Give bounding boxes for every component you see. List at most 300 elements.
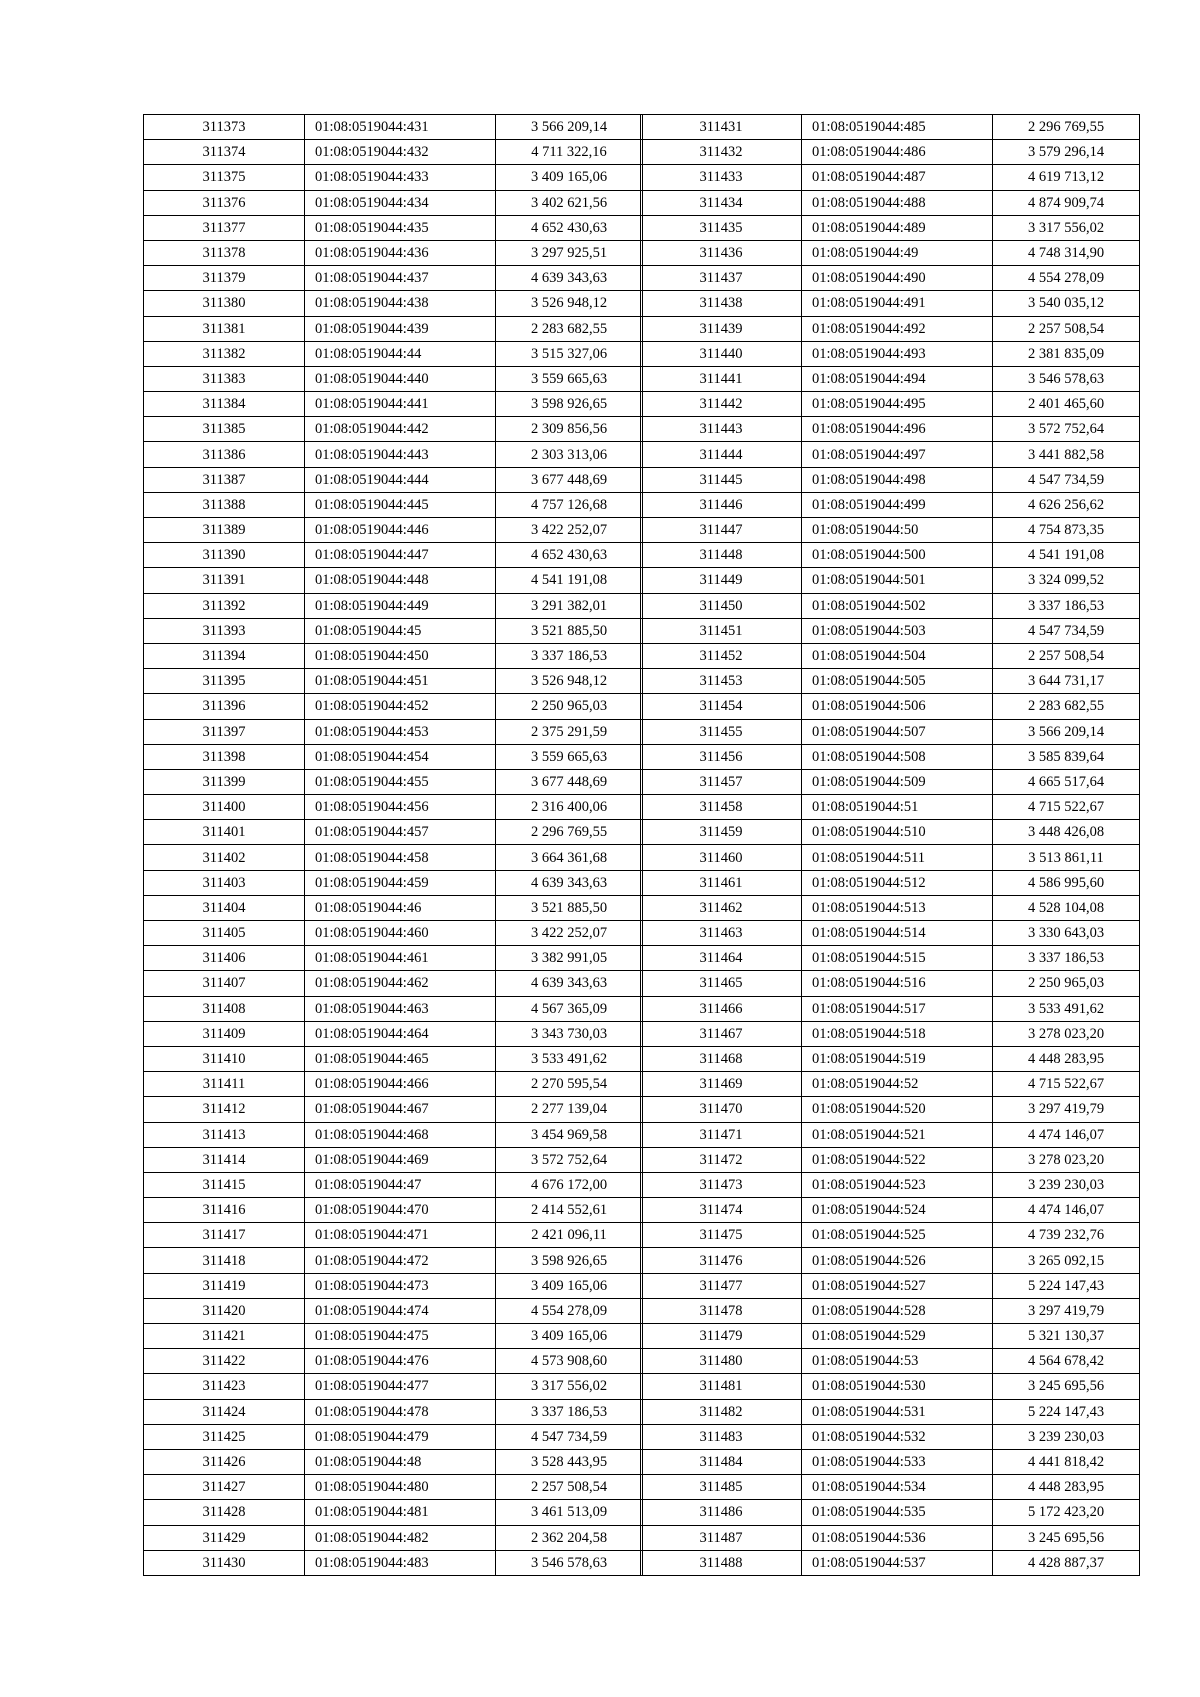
cell-number: 311469 bbox=[641, 1072, 802, 1097]
cell-cadastral-number: 01:08:0519044:466 bbox=[305, 1072, 496, 1097]
cell-value: 3 546 578,63 bbox=[496, 1550, 643, 1575]
cell-number: 311454 bbox=[641, 694, 802, 719]
cell-cadastral-number: 01:08:0519044:52 bbox=[802, 1072, 993, 1097]
cell-value: 3 317 556,02 bbox=[993, 215, 1140, 240]
table-row bbox=[144, 1223, 643, 1248]
cell-value: 2 401 465,60 bbox=[993, 392, 1140, 417]
cell-cadastral-number: 01:08:0519044:455 bbox=[305, 769, 496, 794]
table-row bbox=[641, 1097, 1140, 1122]
cell-number: 311474 bbox=[641, 1198, 802, 1223]
cell-value: 3 278 023,20 bbox=[993, 1021, 1140, 1046]
cell-number: 311480 bbox=[641, 1349, 802, 1374]
cell-cadastral-number: 01:08:0519044:454 bbox=[305, 744, 496, 769]
cell-number: 311453 bbox=[641, 669, 802, 694]
cell-number: 311377 bbox=[144, 215, 305, 240]
cell-cadastral-number: 01:08:0519044:487 bbox=[802, 165, 993, 190]
left-table bbox=[143, 114, 643, 1576]
table-row bbox=[144, 744, 643, 769]
cell-number: 311409 bbox=[144, 1021, 305, 1046]
cell-value: 2 250 965,03 bbox=[993, 971, 1140, 996]
table-row bbox=[144, 1046, 643, 1071]
cell-value: 2 381 835,09 bbox=[993, 341, 1140, 366]
cell-cadastral-number: 01:08:0519044:509 bbox=[802, 769, 993, 794]
cell-number: 311441 bbox=[641, 366, 802, 391]
table-row bbox=[144, 140, 643, 165]
cell-value: 4 639 343,63 bbox=[496, 266, 643, 291]
cell-number: 311472 bbox=[641, 1147, 802, 1172]
cell-value: 4 652 430,63 bbox=[496, 215, 643, 240]
cell-value: 4 474 146,07 bbox=[993, 1198, 1140, 1223]
cell-number: 311420 bbox=[144, 1298, 305, 1323]
cell-number: 311426 bbox=[144, 1449, 305, 1474]
cell-value: 3 239 230,03 bbox=[993, 1424, 1140, 1449]
cell-cadastral-number: 01:08:0519044:478 bbox=[305, 1399, 496, 1424]
cell-cadastral-number: 01:08:0519044:48 bbox=[305, 1449, 496, 1474]
cell-value: 2 296 769,55 bbox=[993, 115, 1140, 140]
cell-value: 4 564 678,42 bbox=[993, 1349, 1140, 1374]
cell-cadastral-number: 01:08:0519044:533 bbox=[802, 1449, 993, 1474]
cell-value: 3 454 969,58 bbox=[496, 1122, 643, 1147]
cell-number: 311401 bbox=[144, 820, 305, 845]
cell-number: 311467 bbox=[641, 1021, 802, 1046]
cell-number: 311380 bbox=[144, 291, 305, 316]
cell-number: 311451 bbox=[641, 618, 802, 643]
cell-value: 4 639 343,63 bbox=[496, 971, 643, 996]
table-row bbox=[641, 1550, 1140, 1575]
cell-number: 311376 bbox=[144, 190, 305, 215]
cell-value: 3 513 861,11 bbox=[993, 845, 1140, 870]
cell-value: 4 639 343,63 bbox=[496, 870, 643, 895]
cell-cadastral-number: 01:08:0519044:513 bbox=[802, 895, 993, 920]
cell-number: 311424 bbox=[144, 1399, 305, 1424]
table-row bbox=[641, 1449, 1140, 1474]
table-row bbox=[144, 266, 643, 291]
table-row bbox=[641, 820, 1140, 845]
cell-value: 4 626 256,62 bbox=[993, 492, 1140, 517]
cell-value: 3 521 885,50 bbox=[496, 895, 643, 920]
cell-number: 311483 bbox=[641, 1424, 802, 1449]
cell-value: 3 343 730,03 bbox=[496, 1021, 643, 1046]
cell-value: 2 414 552,61 bbox=[496, 1198, 643, 1223]
cell-cadastral-number: 01:08:0519044:458 bbox=[305, 845, 496, 870]
cell-cadastral-number: 01:08:0519044:516 bbox=[802, 971, 993, 996]
cell-number: 311394 bbox=[144, 643, 305, 668]
cell-value: 2 316 400,06 bbox=[496, 795, 643, 820]
table-row bbox=[144, 366, 643, 391]
cell-number: 311421 bbox=[144, 1324, 305, 1349]
table-row bbox=[641, 467, 1140, 492]
table-row bbox=[144, 442, 643, 467]
table-row bbox=[144, 643, 643, 668]
cell-cadastral-number: 01:08:0519044:493 bbox=[802, 341, 993, 366]
cell-number: 311398 bbox=[144, 744, 305, 769]
cell-value: 2 362 204,58 bbox=[496, 1525, 643, 1550]
cell-number: 311395 bbox=[144, 669, 305, 694]
cell-value: 3 278 023,20 bbox=[993, 1147, 1140, 1172]
cell-number: 311442 bbox=[641, 392, 802, 417]
cell-value: 3 297 925,51 bbox=[496, 240, 643, 265]
cell-cadastral-number: 01:08:0519044:53 bbox=[802, 1349, 993, 1374]
table-row bbox=[641, 1525, 1140, 1550]
table-row bbox=[144, 669, 643, 694]
cell-value: 3 664 361,68 bbox=[496, 845, 643, 870]
cell-cadastral-number: 01:08:0519044:44 bbox=[305, 341, 496, 366]
table-row bbox=[144, 1525, 643, 1550]
cell-cadastral-number: 01:08:0519044:448 bbox=[305, 568, 496, 593]
cell-value: 4 715 522,67 bbox=[993, 1072, 1140, 1097]
table-row bbox=[641, 1021, 1140, 1046]
table-row bbox=[144, 1349, 643, 1374]
cell-number: 311417 bbox=[144, 1223, 305, 1248]
cell-cadastral-number: 01:08:0519044:489 bbox=[802, 215, 993, 240]
table-row bbox=[144, 820, 643, 845]
cell-value: 3 422 252,07 bbox=[496, 518, 643, 543]
cell-number: 311432 bbox=[641, 140, 802, 165]
table-row bbox=[641, 417, 1140, 442]
cell-value: 3 409 165,06 bbox=[496, 1273, 643, 1298]
cell-cadastral-number: 01:08:0519044:51 bbox=[802, 795, 993, 820]
cell-value: 2 270 595,54 bbox=[496, 1072, 643, 1097]
cell-value: 3 409 165,06 bbox=[496, 1324, 643, 1349]
cell-number: 311404 bbox=[144, 895, 305, 920]
table-row bbox=[144, 1172, 643, 1197]
cell-cadastral-number: 01:08:0519044:462 bbox=[305, 971, 496, 996]
cell-value: 3 540 035,12 bbox=[993, 291, 1140, 316]
cell-number: 311464 bbox=[641, 946, 802, 971]
cell-value: 3 324 099,52 bbox=[993, 568, 1140, 593]
cell-cadastral-number: 01:08:0519044:488 bbox=[802, 190, 993, 215]
table-row bbox=[144, 1147, 643, 1172]
table-row bbox=[641, 921, 1140, 946]
cell-value: 4 547 734,59 bbox=[993, 467, 1140, 492]
table-row bbox=[144, 492, 643, 517]
cell-number: 311430 bbox=[144, 1550, 305, 1575]
cell-cadastral-number: 01:08:0519044:473 bbox=[305, 1273, 496, 1298]
table-row bbox=[144, 392, 643, 417]
cell-cadastral-number: 01:08:0519044:443 bbox=[305, 442, 496, 467]
cell-value: 3 559 665,63 bbox=[496, 744, 643, 769]
cell-number: 311478 bbox=[641, 1298, 802, 1323]
table-row bbox=[641, 341, 1140, 366]
cell-number: 311387 bbox=[144, 467, 305, 492]
table-row bbox=[144, 1021, 643, 1046]
table-row bbox=[144, 190, 643, 215]
table-row bbox=[144, 1500, 643, 1525]
cell-cadastral-number: 01:08:0519044:530 bbox=[802, 1374, 993, 1399]
cell-cadastral-number: 01:08:0519044:50 bbox=[802, 518, 993, 543]
cell-cadastral-number: 01:08:0519044:480 bbox=[305, 1475, 496, 1500]
cell-value: 4 652 430,63 bbox=[496, 543, 643, 568]
cell-number: 311470 bbox=[641, 1097, 802, 1122]
cell-value: 3 566 209,14 bbox=[496, 115, 643, 140]
table-row bbox=[144, 719, 643, 744]
cell-value: 3 245 695,56 bbox=[993, 1374, 1140, 1399]
cell-cadastral-number: 01:08:0519044:499 bbox=[802, 492, 993, 517]
cell-number: 311407 bbox=[144, 971, 305, 996]
table-row bbox=[144, 618, 643, 643]
cell-cadastral-number: 01:08:0519044:452 bbox=[305, 694, 496, 719]
cell-cadastral-number: 01:08:0519044:483 bbox=[305, 1550, 496, 1575]
cell-value: 5 224 147,43 bbox=[993, 1399, 1140, 1424]
cell-number: 311406 bbox=[144, 946, 305, 971]
cell-value: 3 330 643,03 bbox=[993, 921, 1140, 946]
cell-number: 311461 bbox=[641, 870, 802, 895]
cell-number: 311475 bbox=[641, 1223, 802, 1248]
table-row bbox=[641, 1223, 1140, 1248]
cell-cadastral-number: 01:08:0519044:451 bbox=[305, 669, 496, 694]
cell-number: 311449 bbox=[641, 568, 802, 593]
table-row bbox=[144, 870, 643, 895]
cell-cadastral-number: 01:08:0519044:441 bbox=[305, 392, 496, 417]
cell-value: 3 644 731,17 bbox=[993, 669, 1140, 694]
cell-cadastral-number: 01:08:0519044:492 bbox=[802, 316, 993, 341]
cell-number: 311379 bbox=[144, 266, 305, 291]
cell-cadastral-number: 01:08:0519044:524 bbox=[802, 1198, 993, 1223]
table-row bbox=[641, 719, 1140, 744]
table-row bbox=[144, 215, 643, 240]
cell-cadastral-number: 01:08:0519044:512 bbox=[802, 870, 993, 895]
cell-number: 311465 bbox=[641, 971, 802, 996]
cell-cadastral-number: 01:08:0519044:517 bbox=[802, 996, 993, 1021]
cell-number: 311374 bbox=[144, 140, 305, 165]
cell-cadastral-number: 01:08:0519044:433 bbox=[305, 165, 496, 190]
cell-number: 311486 bbox=[641, 1500, 802, 1525]
cell-cadastral-number: 01:08:0519044:477 bbox=[305, 1374, 496, 1399]
cell-cadastral-number: 01:08:0519044:528 bbox=[802, 1298, 993, 1323]
cell-cadastral-number: 01:08:0519044:479 bbox=[305, 1424, 496, 1449]
cell-cadastral-number: 01:08:0519044:529 bbox=[802, 1324, 993, 1349]
cell-number: 311411 bbox=[144, 1072, 305, 1097]
cell-number: 311388 bbox=[144, 492, 305, 517]
cell-number: 311460 bbox=[641, 845, 802, 870]
table-row bbox=[641, 190, 1140, 215]
cell-value: 4 474 146,07 bbox=[993, 1122, 1140, 1147]
cell-value: 3 337 186,53 bbox=[993, 593, 1140, 618]
cell-cadastral-number: 01:08:0519044:490 bbox=[802, 266, 993, 291]
cell-number: 311422 bbox=[144, 1349, 305, 1374]
cell-value: 2 277 139,04 bbox=[496, 1097, 643, 1122]
cell-value: 3 566 209,14 bbox=[993, 719, 1140, 744]
cell-value: 3 337 186,53 bbox=[993, 946, 1140, 971]
cell-number: 311397 bbox=[144, 719, 305, 744]
cell-value: 3 461 513,09 bbox=[496, 1500, 643, 1525]
cell-value: 3 526 948,12 bbox=[496, 291, 643, 316]
cell-number: 311412 bbox=[144, 1097, 305, 1122]
table-row bbox=[641, 1500, 1140, 1525]
table-row bbox=[641, 1475, 1140, 1500]
cell-value: 3 409 165,06 bbox=[496, 165, 643, 190]
cell-cadastral-number: 01:08:0519044:498 bbox=[802, 467, 993, 492]
cell-cadastral-number: 01:08:0519044:440 bbox=[305, 366, 496, 391]
cell-number: 311466 bbox=[641, 996, 802, 1021]
cell-value: 3 546 578,63 bbox=[993, 366, 1140, 391]
cell-number: 311457 bbox=[641, 769, 802, 794]
table-row bbox=[144, 417, 643, 442]
cell-value: 3 291 382,01 bbox=[496, 593, 643, 618]
right-table bbox=[640, 114, 1140, 1576]
cell-value: 4 541 191,08 bbox=[496, 568, 643, 593]
cell-value: 4 676 172,00 bbox=[496, 1172, 643, 1197]
cell-number: 311439 bbox=[641, 316, 802, 341]
cell-cadastral-number: 01:08:0519044:471 bbox=[305, 1223, 496, 1248]
cell-number: 311386 bbox=[144, 442, 305, 467]
table-row bbox=[641, 165, 1140, 190]
table-row bbox=[144, 593, 643, 618]
cell-value: 3 422 252,07 bbox=[496, 921, 643, 946]
cell-cadastral-number: 01:08:0519044:526 bbox=[802, 1248, 993, 1273]
table-row bbox=[641, 568, 1140, 593]
cell-cadastral-number: 01:08:0519044:501 bbox=[802, 568, 993, 593]
cell-cadastral-number: 01:08:0519044:47 bbox=[305, 1172, 496, 1197]
cell-value: 3 677 448,69 bbox=[496, 467, 643, 492]
table-row bbox=[641, 1273, 1140, 1298]
cell-cadastral-number: 01:08:0519044:514 bbox=[802, 921, 993, 946]
cell-cadastral-number: 01:08:0519044:459 bbox=[305, 870, 496, 895]
table-row bbox=[144, 694, 643, 719]
table-row bbox=[641, 543, 1140, 568]
cell-cadastral-number: 01:08:0519044:504 bbox=[802, 643, 993, 668]
cell-value: 4 754 873,35 bbox=[993, 518, 1140, 543]
cell-value: 4 528 104,08 bbox=[993, 895, 1140, 920]
cell-number: 311390 bbox=[144, 543, 305, 568]
table-row bbox=[144, 518, 643, 543]
table-row bbox=[144, 1248, 643, 1273]
cell-cadastral-number: 01:08:0519044:522 bbox=[802, 1147, 993, 1172]
table-row bbox=[144, 895, 643, 920]
cell-number: 311463 bbox=[641, 921, 802, 946]
cell-value: 2 296 769,55 bbox=[496, 820, 643, 845]
cell-value: 4 428 887,37 bbox=[993, 1550, 1140, 1575]
table-row bbox=[641, 366, 1140, 391]
cell-value: 3 337 186,53 bbox=[496, 643, 643, 668]
cell-cadastral-number: 01:08:0519044:527 bbox=[802, 1273, 993, 1298]
cell-cadastral-number: 01:08:0519044:442 bbox=[305, 417, 496, 442]
cell-cadastral-number: 01:08:0519044:500 bbox=[802, 543, 993, 568]
cell-value: 4 748 314,90 bbox=[993, 240, 1140, 265]
cell-value: 4 711 322,16 bbox=[496, 140, 643, 165]
table-row bbox=[641, 1198, 1140, 1223]
cell-number: 311384 bbox=[144, 392, 305, 417]
table-row bbox=[144, 467, 643, 492]
cell-number: 311433 bbox=[641, 165, 802, 190]
cell-number: 311455 bbox=[641, 719, 802, 744]
cell-number: 311423 bbox=[144, 1374, 305, 1399]
cell-value: 4 547 734,59 bbox=[496, 1424, 643, 1449]
cell-number: 311381 bbox=[144, 316, 305, 341]
cell-value: 3 297 419,79 bbox=[993, 1097, 1140, 1122]
table-row bbox=[641, 1349, 1140, 1374]
cell-number: 311488 bbox=[641, 1550, 802, 1575]
cell-value: 3 265 092,15 bbox=[993, 1248, 1140, 1273]
cell-cadastral-number: 01:08:0519044:537 bbox=[802, 1550, 993, 1575]
cell-number: 311444 bbox=[641, 442, 802, 467]
cell-value: 3 382 991,05 bbox=[496, 946, 643, 971]
table-row bbox=[641, 1046, 1140, 1071]
cell-cadastral-number: 01:08:0519044:472 bbox=[305, 1248, 496, 1273]
cell-value: 3 533 491,62 bbox=[993, 996, 1140, 1021]
cell-cadastral-number: 01:08:0519044:475 bbox=[305, 1324, 496, 1349]
cell-number: 311443 bbox=[641, 417, 802, 442]
cell-value: 4 554 278,09 bbox=[993, 266, 1140, 291]
cell-number: 311399 bbox=[144, 769, 305, 794]
cell-cadastral-number: 01:08:0519044:449 bbox=[305, 593, 496, 618]
cell-number: 311462 bbox=[641, 895, 802, 920]
cell-number: 311482 bbox=[641, 1399, 802, 1424]
cell-cadastral-number: 01:08:0519044:486 bbox=[802, 140, 993, 165]
table-row bbox=[641, 140, 1140, 165]
cell-number: 311476 bbox=[641, 1248, 802, 1273]
cell-value: 3 402 621,56 bbox=[496, 190, 643, 215]
cell-cadastral-number: 01:08:0519044:46 bbox=[305, 895, 496, 920]
cell-cadastral-number: 01:08:0519044:521 bbox=[802, 1122, 993, 1147]
table-row bbox=[641, 115, 1140, 140]
cell-value: 4 619 713,12 bbox=[993, 165, 1140, 190]
table-row bbox=[144, 1097, 643, 1122]
cell-number: 311479 bbox=[641, 1324, 802, 1349]
table-row bbox=[641, 240, 1140, 265]
table-row bbox=[641, 1399, 1140, 1424]
cell-number: 311425 bbox=[144, 1424, 305, 1449]
cell-number: 311418 bbox=[144, 1248, 305, 1273]
table-row bbox=[144, 1122, 643, 1147]
cell-cadastral-number: 01:08:0519044:45 bbox=[305, 618, 496, 643]
cell-number: 311445 bbox=[641, 467, 802, 492]
cell-value: 2 283 682,55 bbox=[993, 694, 1140, 719]
table-row bbox=[641, 1424, 1140, 1449]
cell-number: 311481 bbox=[641, 1374, 802, 1399]
table-row bbox=[641, 946, 1140, 971]
cell-value: 3 598 926,65 bbox=[496, 1248, 643, 1273]
cell-cadastral-number: 01:08:0519044:525 bbox=[802, 1223, 993, 1248]
cell-number: 311408 bbox=[144, 996, 305, 1021]
cell-number: 311428 bbox=[144, 1500, 305, 1525]
cell-value: 2 250 965,03 bbox=[496, 694, 643, 719]
cell-value: 2 257 508,54 bbox=[993, 316, 1140, 341]
cell-number: 311459 bbox=[641, 820, 802, 845]
cell-cadastral-number: 01:08:0519044:439 bbox=[305, 316, 496, 341]
cell-value: 4 567 365,09 bbox=[496, 996, 643, 1021]
cell-value: 4 573 908,60 bbox=[496, 1349, 643, 1374]
cell-value: 3 572 752,64 bbox=[993, 417, 1140, 442]
table-row bbox=[641, 744, 1140, 769]
table-row bbox=[144, 769, 643, 794]
table-row bbox=[144, 1550, 643, 1575]
cell-value: 2 309 856,56 bbox=[496, 417, 643, 442]
cell-number: 311392 bbox=[144, 593, 305, 618]
cell-value: 3 533 491,62 bbox=[496, 1046, 643, 1071]
cell-cadastral-number: 01:08:0519044:507 bbox=[802, 719, 993, 744]
cell-cadastral-number: 01:08:0519044:476 bbox=[305, 1349, 496, 1374]
table-row bbox=[641, 1324, 1140, 1349]
cell-value: 3 572 752,64 bbox=[496, 1147, 643, 1172]
cell-number: 311450 bbox=[641, 593, 802, 618]
cell-number: 311487 bbox=[641, 1525, 802, 1550]
cell-cadastral-number: 01:08:0519044:497 bbox=[802, 442, 993, 467]
cell-value: 3 579 296,14 bbox=[993, 140, 1140, 165]
cell-number: 311448 bbox=[641, 543, 802, 568]
cell-value: 5 172 423,20 bbox=[993, 1500, 1140, 1525]
cell-number: 311382 bbox=[144, 341, 305, 366]
cell-number: 311403 bbox=[144, 870, 305, 895]
cell-value: 4 665 517,64 bbox=[993, 769, 1140, 794]
cell-cadastral-number: 01:08:0519044:494 bbox=[802, 366, 993, 391]
cell-number: 311416 bbox=[144, 1198, 305, 1223]
cell-value: 2 375 291,59 bbox=[496, 719, 643, 744]
cell-value: 2 303 313,06 bbox=[496, 442, 643, 467]
cell-value: 3 297 419,79 bbox=[993, 1298, 1140, 1323]
cell-cadastral-number: 01:08:0519044:485 bbox=[802, 115, 993, 140]
table-row bbox=[144, 341, 643, 366]
